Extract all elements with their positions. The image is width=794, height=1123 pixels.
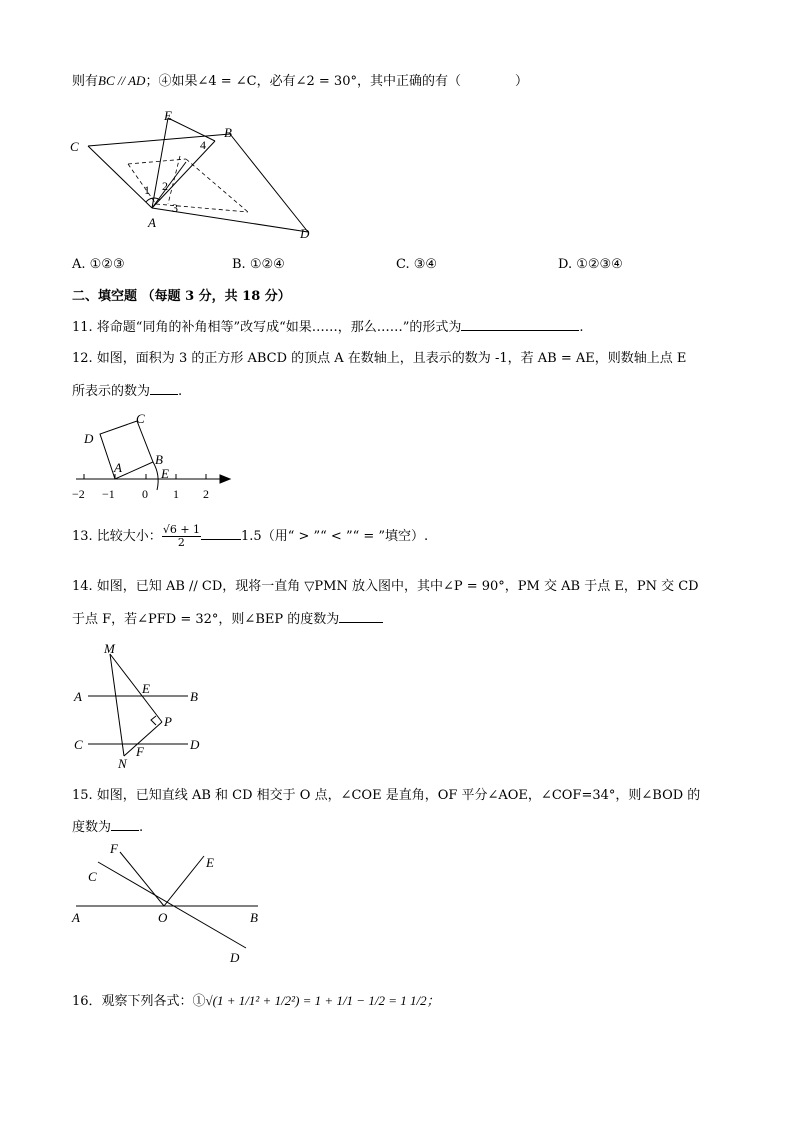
q13-fraction-numerator: √6 + 1 xyxy=(162,523,201,536)
q10-label-a: A xyxy=(148,215,156,230)
q12-label-b: B xyxy=(155,452,163,467)
q14-label-f: F xyxy=(136,744,144,759)
q13-answer-blank xyxy=(201,527,241,540)
q14-label-e: E xyxy=(142,681,150,696)
q10-label-3: 3 xyxy=(172,201,178,215)
q16-line xyxy=(72,990,440,1013)
q12-label-a: A xyxy=(114,460,122,475)
q10-label-b: B xyxy=(224,125,232,140)
q12-line-2-text: 所表示的数为 xyxy=(72,384,151,399)
q10-mid: ；④如果∠4 = ∠C，必有∠2 = 30°，其中正确的有（ xyxy=(145,74,461,89)
q10-end: ） xyxy=(514,74,528,89)
q16-prefix: 16．观察下列各式：① xyxy=(72,994,206,1009)
q15-line-2-text: 度数为 xyxy=(72,820,112,835)
q10-label-4: 4 xyxy=(200,138,206,152)
q12-tick-neg2: −2 xyxy=(72,487,85,501)
q15-label-e: E xyxy=(206,855,214,870)
q14-label-n: N xyxy=(118,756,127,771)
q15-line-1: 15. 如图，已知直线 AB 和 CD 相交于 O 点，∠COE 是直角，OF 平分∠AOE，∠COF=34°，则∠BOD 的 xyxy=(72,788,701,803)
q11-line xyxy=(72,318,584,337)
q10-label-1: 1 xyxy=(144,183,150,197)
q10-label-d: D xyxy=(300,226,310,240)
q15-label-b: B xyxy=(250,910,258,925)
q13-fraction-denominator: 2 xyxy=(177,536,185,549)
q15-line-2 xyxy=(72,818,143,837)
section-2-title: 二、填空题 xyxy=(72,289,138,304)
q12-label-e: E xyxy=(161,466,169,481)
q12-tick-2: 2 xyxy=(203,487,209,501)
q12-line-1: 12. 如图，面积为 3 的正方形 ABCD 的顶点 A 在数轴上，且表示的数为 -1，若 AB = AE，则数轴上点 E xyxy=(72,351,687,366)
q15-label-a: A xyxy=(72,910,80,925)
q14-label-a: A xyxy=(74,689,82,704)
q10-math-bc-ad: BC // AD xyxy=(98,73,146,88)
q10-label-e: E xyxy=(164,108,172,123)
q15-end: . xyxy=(139,820,144,835)
q12-end: . xyxy=(178,384,183,399)
q13-prefix: 13. 比较大小： xyxy=(72,529,162,544)
q10-figure xyxy=(68,104,328,240)
q14-label-p: P xyxy=(164,714,172,729)
q10-option-c: C. ③④ xyxy=(396,257,438,272)
q10-label-2: 2 xyxy=(162,179,168,193)
q14-figure xyxy=(70,640,220,772)
q10-option-d: D. ①②③④ xyxy=(558,257,623,272)
q16-expression: √(1 + 1/1² + 1/2²) = 1 + 1/1 − 1/2 = 1 1/2； xyxy=(205,993,440,1008)
q10-option-a: A. ①②③ xyxy=(72,257,125,272)
q15-figure xyxy=(68,838,268,968)
q11-end: . xyxy=(579,320,584,335)
q14-label-m: M xyxy=(104,641,115,656)
q15-label-c: C xyxy=(88,869,97,884)
q14-label-d: D xyxy=(190,737,200,752)
q14-line-2-text: 于点 F，若∠PFD = 32°，则∠BEP 的度数为 xyxy=(72,612,340,627)
q14-label-c: C xyxy=(74,737,83,752)
q15-label-d: D xyxy=(230,950,240,965)
q13-fraction xyxy=(162,524,201,549)
q14-label-b: B xyxy=(190,689,198,704)
q12-line-2 xyxy=(72,382,182,401)
q15-label-f: F xyxy=(110,841,118,856)
q10-label-c: C xyxy=(70,139,79,154)
q11-text: 11. 将命题“同角的补角相等”改写成“如果……，那么……”的形式为 xyxy=(72,320,462,335)
q15-answer-blank xyxy=(111,818,139,831)
q10-option-b: B. ①②④ xyxy=(232,257,285,272)
section-2-heading xyxy=(72,288,291,306)
q15-label-o: O xyxy=(158,910,168,925)
q14-line-1: 14. 如图，已知 AB // CD，现将一直角 ▽PMN 放入图中，其中∠P = 90°，PM 交 AB 于点 E，PN 交 CD xyxy=(72,579,699,594)
q11-answer-blank xyxy=(461,318,579,331)
q12-tick-neg1: −1 xyxy=(102,487,115,501)
q14-line-2 xyxy=(72,610,383,629)
q12-label-d: D xyxy=(84,431,94,446)
q10-statement-line xyxy=(72,72,528,91)
q12-tick-1: 1 xyxy=(173,487,179,501)
q12-figure xyxy=(70,408,240,504)
q13-suffix: 1.5（用“ > ”“ < ”“ = ”填空）. xyxy=(241,529,429,544)
q10-prefix: 则有 xyxy=(72,74,99,89)
q12-label-c: C xyxy=(136,411,145,426)
q12-answer-blank xyxy=(150,382,178,395)
q12-tick-0: 0 xyxy=(142,487,148,501)
q13-line xyxy=(72,520,428,554)
section-2-note: （每题 3 分，共 18 分） xyxy=(141,289,291,304)
q14-answer-blank xyxy=(339,610,383,623)
